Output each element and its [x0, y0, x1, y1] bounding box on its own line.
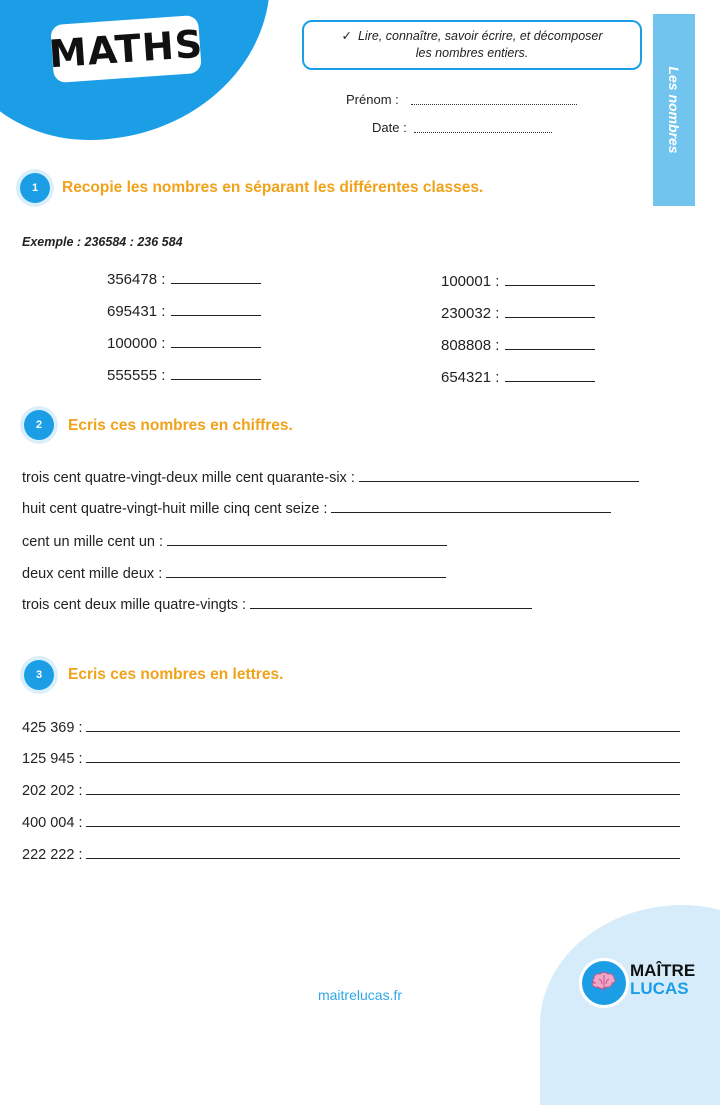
exercise-1-item: 100001 :	[441, 273, 595, 290]
objective-line-2: les nombres entiers.	[415, 46, 529, 60]
exercise-2-item: huit cent quatre-vingt-huit mille cinq cent seize :	[22, 500, 611, 517]
brand-line-2: LUCAS	[630, 979, 689, 998]
section-2-number: 2	[24, 410, 54, 440]
exercise-1-item: 356478 :	[107, 271, 261, 288]
prenom-field[interactable]	[411, 104, 577, 105]
exercise-1-item: 555555 :	[107, 367, 261, 384]
exercise-2-item: trois cent deux mille quatre-vingts :	[22, 596, 532, 613]
maths-logo	[47, 15, 205, 83]
objective-line-1: Lire, connaître, savoir écrire, et décomposer	[357, 29, 603, 43]
footer-blob	[540, 905, 720, 1105]
section-1-number: 1	[20, 173, 50, 203]
exercise-2-item: deux cent mille deux :	[22, 565, 446, 582]
exercise-3-item: 125 945 :	[22, 750, 680, 767]
exercise-2-item: cent un mille cent un :	[22, 533, 447, 550]
section-3-title: Ecris ces nombres en lettres.	[68, 666, 284, 683]
exercise-3-item: 222 222 :	[22, 846, 680, 863]
exercise-1-item: 808808 :	[441, 337, 595, 354]
answer-line[interactable]	[250, 596, 532, 609]
answer-line[interactable]	[166, 565, 446, 578]
date-label: Date :	[372, 120, 407, 135]
exercise-1-item: 695431 :	[107, 303, 261, 320]
section-3-number: 3	[24, 660, 54, 690]
answer-line[interactable]	[86, 846, 680, 859]
answer-line[interactable]	[359, 469, 639, 482]
section-1-title: Recopie les nombres en séparant les différentes classes.	[62, 179, 484, 196]
exercise-3-item: 202 202 :	[22, 782, 680, 799]
exercise-3-item: 400 004 :	[22, 814, 680, 831]
answer-line[interactable]	[86, 814, 680, 827]
side-tab	[653, 14, 695, 206]
example-text: Exemple : 236584 : 236 584	[22, 235, 183, 249]
side-tab-label: Les nombres	[666, 66, 682, 154]
date-field[interactable]	[414, 132, 552, 133]
exercise-1-item: 100000 :	[107, 335, 261, 352]
exercise-3-item: 425 369 :	[22, 719, 680, 736]
exercise-1-item: 230032 :	[441, 305, 595, 322]
brand-line-1: MAÎTRE	[630, 961, 696, 980]
footer-url[interactable]: maitrelucas.fr	[317, 987, 403, 1003]
answer-line[interactable]	[86, 782, 680, 795]
objective-box	[302, 20, 642, 70]
subject-title: MATHS	[47, 21, 205, 77]
exercise-2-item: trois cent quatre-vingt-deux mille cent quarante-six :	[22, 469, 639, 486]
answer-line[interactable]	[167, 533, 447, 546]
answer-line[interactable]	[86, 719, 680, 732]
prenom-label: Prénom :	[346, 92, 399, 107]
answer-line[interactable]	[331, 500, 611, 513]
section-2-title: Ecris ces nombres en chiffres.	[68, 417, 293, 434]
exercise-1-item: 654321 :	[441, 369, 595, 386]
check-icon: ✓	[341, 29, 352, 43]
answer-line[interactable]	[86, 750, 680, 763]
